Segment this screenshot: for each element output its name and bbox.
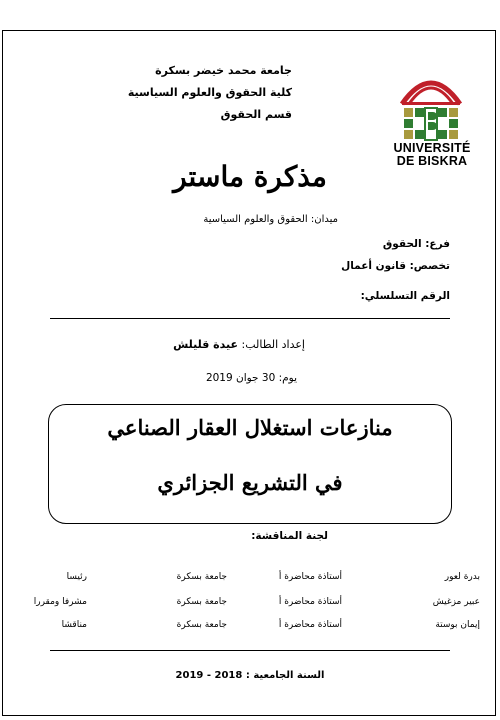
member-role: رئيسا xyxy=(66,572,87,582)
committee-row xyxy=(20,572,480,588)
logo-text-line1: UNIVERSITÉ xyxy=(393,141,471,155)
department-name: قسم الحقوق xyxy=(220,108,292,121)
university-header xyxy=(128,60,292,126)
member-name: بدرة لعور xyxy=(444,572,480,582)
logo-text-line2: DE BISKRA xyxy=(396,154,468,168)
member-rank: أستاذة محاضرة أ xyxy=(278,597,342,607)
committee-row xyxy=(20,620,480,636)
specialty-line: تخصص: قانون أعمال xyxy=(341,260,450,272)
member-role: مناقشا xyxy=(61,620,87,630)
member-name: إيمان بوستة xyxy=(435,620,480,630)
member-name: عبير مزغيش xyxy=(432,597,480,607)
branch-line: فرع: الحقوق xyxy=(382,238,450,250)
member-university: جامعة بسكرة xyxy=(176,572,227,582)
topic-line-2: في التشريع الجزائري xyxy=(157,470,343,495)
defense-date: يوم: 30 جوان 2019 xyxy=(205,372,297,384)
divider-bottom xyxy=(50,650,450,651)
committee-row xyxy=(20,597,480,613)
thesis-type-title: مذكرة ماستر xyxy=(173,160,327,193)
divider-top xyxy=(50,318,450,319)
faculty-name: كلية الحقوق والعلوم السياسية xyxy=(127,86,292,99)
member-university: جامعة بسكرة xyxy=(176,620,227,630)
member-rank: أستاذة محاضرة أ xyxy=(278,620,342,630)
academic-year: السنة الجامعية : 2018 - 2019 xyxy=(175,670,325,681)
serial-number-label: الرقم التسلسلي: xyxy=(360,290,450,302)
student-line xyxy=(173,338,305,351)
member-university: جامعة بسكرة xyxy=(176,597,227,607)
committee-title: لجنة المناقشة: xyxy=(251,530,328,542)
member-role: مشرفا ومقررا xyxy=(33,597,87,607)
university-name: جامعة محمد خيضر بسكرة xyxy=(155,64,292,77)
student-name: عيدة قليلش xyxy=(173,338,238,351)
logo-text xyxy=(378,142,486,168)
topic-line-1: منازعات استغلال العقار الصناعي xyxy=(107,415,393,440)
field-line: ميدان: الحقوق والعلوم السياسية xyxy=(203,214,338,225)
student-label: إعداد الطالب: xyxy=(241,338,305,351)
member-rank: أستاذة محاضرة أ xyxy=(278,572,342,582)
